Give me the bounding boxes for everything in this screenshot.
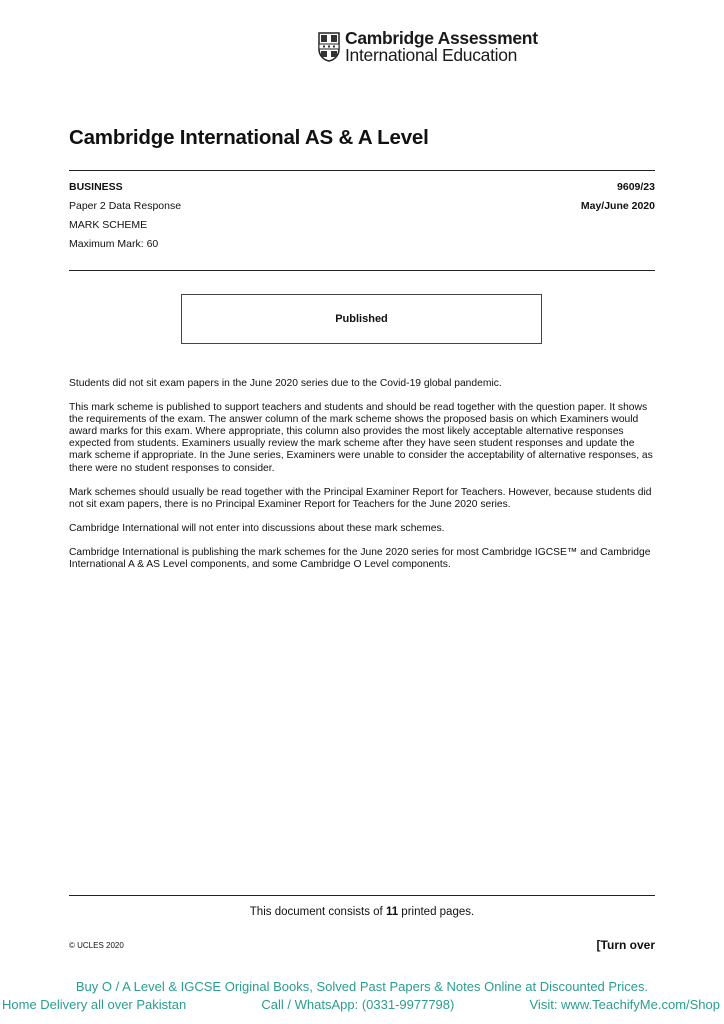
published-label: Published — [335, 313, 388, 325]
meta-left — [69, 178, 181, 254]
footer-divider — [69, 895, 655, 896]
ad-contact-text: Call / WhatsApp: (0331-9977798) — [261, 997, 455, 1012]
header-divider-bottom — [69, 270, 655, 271]
ad-banner-line-1: Buy O / A Level & IGCSE Original Books, Solved Past Papers & Notes Online at Discounted Prices. — [75, 979, 649, 994]
session-label: May/June 2020 — [580, 200, 655, 212]
cambridge-crest-icon — [318, 32, 340, 62]
page-count-note — [0, 906, 724, 918]
body-text — [69, 378, 659, 583]
paragraph: Cambridge International will not enter into discussions about these mark schemes. — [69, 522, 445, 534]
paragraph: This mark scheme is published to support teachers and students and should be read together with the question paper. It shows the requirements of the exam. The answer column of the mark scheme shows the proposed basis on which Examiners would award marks for this exam. Where appropriate, this column also provides the most likely acceptable alternative responses expected from students. Examiners usually review the mark scheme after they have seen student responses and update the mark scheme if appropriate. In the June series, Examiners were unable to consider the acceptability of alternative responses, as there were no student responses to consider. — [69, 402, 653, 474]
turn-over-label: [Turn over — [596, 938, 655, 952]
subject-label: BUSINESS — [69, 181, 123, 193]
syllabus-code: 9609/23 — [617, 181, 655, 193]
ad-banner-line-2 — [0, 997, 724, 1012]
page-count-value: 11 — [385, 906, 399, 918]
cambridge-logo — [318, 30, 538, 64]
paragraph: Students did not sit exam papers in the June 2020 series due to the Covid-19 global pandemic. — [69, 378, 502, 389]
ad-visit-link[interactable]: Visit: www.TeachifyMe.com/Shop — [529, 997, 720, 1012]
document-type-label: MARK SCHEME — [69, 219, 148, 231]
logo-line-1: Cambridge Assessment — [345, 28, 538, 48]
logo-line-2: International Education — [345, 45, 518, 65]
copyright-notice: © UCLES 2020 — [69, 941, 124, 950]
page-count-suffix: printed pages. — [398, 906, 475, 918]
paper-label: Paper 2 Data Response — [69, 200, 182, 212]
meta-right — [581, 178, 655, 216]
paragraph: Cambridge International is publishing the mark schemes for the June 2020 series for most Cambridge IGCSE™ and Cambridge International A & AS Level components, and some Cambridge O Level components. — [69, 546, 651, 571]
published-status-box — [181, 294, 542, 344]
max-mark-label: Maximum Mark: 60 — [69, 238, 159, 250]
header-divider-top — [69, 170, 655, 171]
ad-delivery-text: Home Delivery all over Pakistan — [2, 997, 187, 1012]
document-title: Cambridge International AS & A Level — [69, 126, 429, 149]
paragraph: Mark schemes should usually be read together with the Principal Examiner Report for Teachers. However, because students did not sit exam papers, there is no Principal Examiner Report for Teachers for the June 2020 series. — [69, 486, 652, 510]
page-count-prefix: This document consists of — [249, 906, 386, 918]
